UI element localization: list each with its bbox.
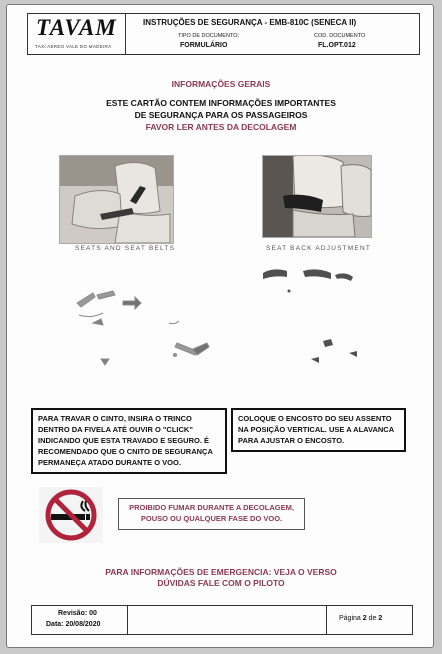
seat-belt-diagram [57, 263, 227, 373]
page-number [339, 615, 382, 622]
document-title: INSTRUÇÕES DE SEGURANÇA - EMB-810C (SENECA II) [143, 18, 357, 27]
logo-text: TAVAM [36, 15, 117, 40]
revision-box [32, 606, 128, 634]
seat-back-diagram [253, 263, 383, 373]
date-text: Data: 20/08/2020 [46, 621, 101, 628]
document-header [27, 13, 420, 55]
company-logo [28, 14, 126, 54]
seat-back-caption: SEAT BACK ADJUSTMENT [266, 245, 372, 252]
doc-code-label: COD. DOCUMENTO [314, 33, 366, 39]
doc-type-label: TIPO DE DOCUMENTO: [178, 33, 240, 39]
intro-line-2: DE SEGURANÇA PARA OS PASSAGEIROS [134, 110, 308, 120]
emergency-line-2: DÚVIDAS FALE COM O PILOTO [157, 578, 285, 588]
doc-type-value: FORMULÁRIO [180, 42, 228, 49]
page-label: Página [339, 615, 361, 622]
no-smoking-line-2: POUSO OU QUALQUER FASE DO VOO. [140, 514, 283, 523]
no-smoking-line-1: PROIBIDO FUMAR DURANTE A DECOLAGEM, [129, 503, 294, 512]
seat-back-instructions: COLOQUE O ENCOSTO DO SEU ASSENTO NA POSIÇÃO VERTICAL. USE A ALAVANCA PARA AJUSTAR O ENCOSTO. [231, 408, 406, 452]
page-number-box [326, 606, 412, 634]
safety-card [6, 4, 434, 648]
revision-text: Revisão: 00 [58, 610, 97, 617]
seat-belt-instructions: PARA TRAVAR O CINTO, INSIRA O TRINCO DENTRO DA FIVELA ATÉ OUVIR O "CLICK" INDICANDO QUE ESTA TRAVADO E SEGURO. É RECOMENDADO QUE O CNITO DE SEGURANÇA PERMANEÇA ATADO DURANTE O VOO. [31, 408, 227, 474]
intro-line-3: FAVOR LER ANTES DA DECOLAGEM [145, 122, 297, 132]
seat-belts-caption: SEATS AND SEAT BELTS [75, 245, 176, 252]
intro-line-1: ESTE CARTÃO CONTEM INFORMAÇÕES IMPORTANTES [106, 98, 336, 108]
seat-belt-photo [59, 155, 174, 244]
no-smoking-icon [39, 487, 103, 543]
section-title: INFORMAÇÕES GERAIS [171, 79, 271, 89]
seat-back-photo [262, 155, 372, 238]
logo-subtitle: TAXI AEREO VALE DO MADEIRA [35, 44, 112, 49]
page-total: 2 [378, 615, 383, 622]
document-footer [31, 605, 413, 635]
emergency-line-1: PARA INFORMAÇÕES DE EMERGENCIA: VEJA O VERSO [105, 567, 337, 577]
page-current: 2 [362, 615, 367, 622]
doc-code-value: FL.OPT.012 [318, 42, 356, 49]
page-of: de [368, 615, 377, 622]
no-smoking-notice [118, 498, 305, 530]
